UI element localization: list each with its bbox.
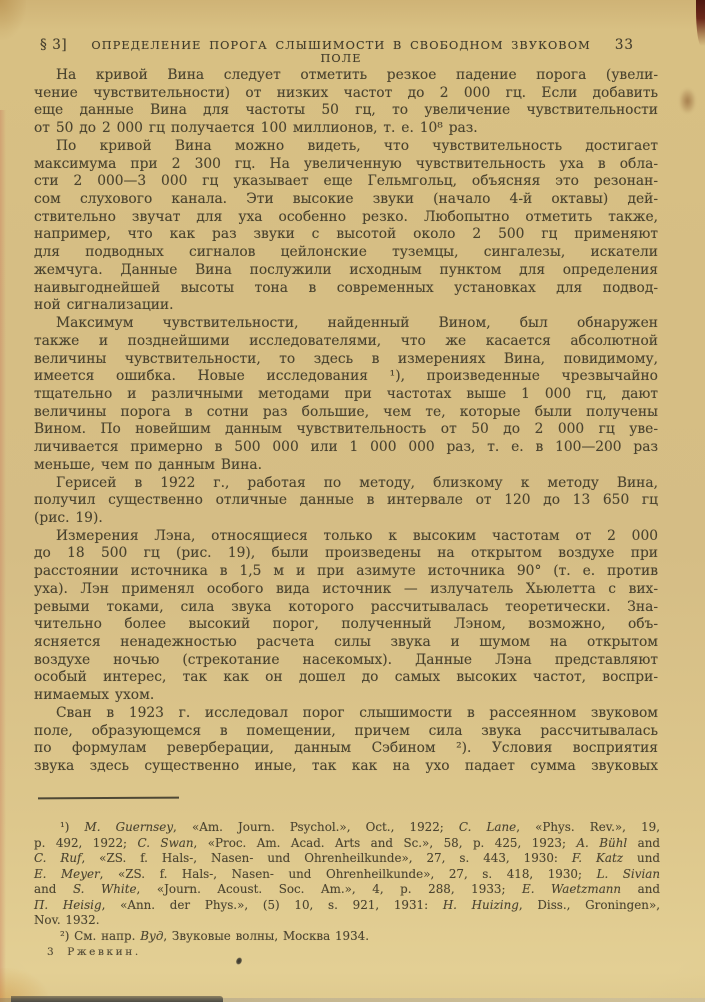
- printer-signature-mark: 3 Ржевкин.: [47, 946, 141, 958]
- text-line: имеется ошибка. Новые исследования ¹), произведенные чрезвычайно: [34, 368, 658, 385]
- text-line: уха). Лэн применял особого вида источник — излучатель Хьюлетта с вих-: [34, 580, 658, 597]
- text-line: величины порога в сотни раз большие, чем те, которые были получены: [34, 403, 658, 420]
- text-line: поле, образующемся в помещении, причем сила звука рассчитывалась: [34, 722, 658, 739]
- text-line: особый интерес, так как он дошел до самых высоких частот, воспри-: [34, 669, 658, 686]
- footnote-line: E. Meyer, «ZS. f. Hals-, Nasen- und Ohrenheilkunde», 27, s. 418, 1930; L. Sivian: [34, 866, 661, 881]
- ink-speck: [235, 956, 244, 966]
- footnote-line: and S. White, «Journ. Acoust. Soc. Am.», 4, p. 288, 1933; E. Waetzmann and: [34, 882, 661, 897]
- text-line: сти 2 000—3 000 гц указывает еще Гельмгольц, объясняя это резонан-: [34, 173, 658, 190]
- text-line: до 18 500 гц (рис. 19), были произведены на открытом воздухе при: [34, 545, 658, 562]
- text-line: нимаемых ухом.: [34, 687, 155, 704]
- text-line: ной сигнализации.: [34, 297, 174, 314]
- running-title: ОПРЕДЕЛЕНИЕ ПОРОГА СЛЫШИМОСТИ В СВОБОДНОМ ЗВУКОВОМ ПОЛЕ: [91, 39, 591, 65]
- footnote-divider: [38, 797, 179, 799]
- footnote-line: p. 492, 1922; C. Swan, «Proc. Am. Acad. Arts and Sc.», 58, p. 425, 1923; A. Bühl and: [34, 835, 660, 850]
- text-line: также и позднейшими исследователями, что же касается абсолютной: [34, 332, 658, 349]
- binding-edge-tint: [0, 110, 6, 1002]
- page-edge-stain: [696, 0, 705, 46]
- footnote-line: П. Heisig, «Ann. der Phys.», (5) 10, s. 921, 1931: H. Huizing, Diss., Groningen»,: [34, 897, 660, 912]
- text-line: сом слухового канала. Эти высокие звуки (начало 4-й октавы) дей-: [34, 191, 658, 208]
- body-text-column: [34, 67, 658, 776]
- section-label: § 3]: [40, 37, 68, 53]
- text-line: Сван в 1923 г. исследовал порог слышимости в рассеянном звуковом: [56, 704, 658, 721]
- text-line: чительно более высокий порог, полученный Лэном, возможно, объ-: [34, 616, 658, 633]
- footnote-line: ¹) M. Guernsey, «Am. Journ. Psychol.», Oct., 1922; C. Lane, «Phys. Rev.», 19,: [60, 820, 660, 834]
- text-line: чение чувствительности) от низких частот до 2 000 гц. Если добавить: [34, 84, 658, 101]
- text-line: звука здесь существенно иные, так как на ухо падает сумма звуковых: [34, 758, 658, 775]
- scan-corner-shadow: [0, 0, 26, 40]
- text-line: максимума при 2 300 гц. На увеличенную чувствительность уха в обла-: [34, 155, 658, 172]
- text-line: тщательно и различными методами при частотах выше 1 000 гц, дают: [34, 385, 658, 402]
- text-line: ясняется ненадежностью расчета силы звука и шумом на открытом: [34, 634, 658, 650]
- text-line: личивается примерно в 500 000 или 1 000 000 раз, т. е. в 100—200 раз: [34, 439, 658, 456]
- text-line: расстоянии источника в 1,5 м и при азимуте источника 90° (т. е. против: [34, 563, 658, 580]
- text-line: На кривой Вина следует отметить резкое падение порога (увели-: [56, 67, 658, 83]
- footnote-line: C. Ruf, «ZS. f. Hals-, Nasen- und Ohrenheilkunde», 27, s. 443, 1930: F. Katz und: [34, 851, 660, 866]
- text-line: воздухе ночью (стрекотание насекомых). Данные Лэна представляют: [34, 651, 658, 668]
- text-line: (рис. 19).: [34, 509, 103, 526]
- text-line: по формулам реверберации, данным Сэбином ²). Условия восприятия: [34, 740, 658, 757]
- text-line: величины чувствительности, то здесь в измерениях Вина, повидимому,: [34, 350, 658, 367]
- text-line: ствительно звучат для уха особенно резко. Любопытно отметить также,: [34, 208, 658, 225]
- page-number: 33: [614, 37, 634, 53]
- footnotes-block: [34, 820, 660, 944]
- text-line: Вином. По новейшим данным чувствительность от 50 до 2 000 гц уве-: [34, 421, 658, 438]
- text-line: получил существенно отличные данные в интервале от 120 до 13 650 гц: [34, 492, 658, 509]
- text-line: жемчуга. Данные Вина послужили исходным пунктом для определения: [34, 261, 658, 278]
- text-line: наивыгоднейшей высоты тона в современных установках для подвод-: [34, 279, 658, 296]
- text-line: еще данные Вина для частоты 50 гц, то увеличение чувствительности: [34, 102, 658, 119]
- text-line: от 50 до 2 000 гц получается 100 миллионов, т. е. 10⁸ раз.: [34, 120, 478, 137]
- text-line: Измерения Лэна, относящиеся только к высоким частотам от 2 000: [56, 527, 658, 544]
- text-line: По кривой Вина можно видеть, что чувствительность достигает: [56, 137, 658, 154]
- text-line: для подводных сигналов цейлонские туземцы, сингалезы, искатели: [34, 244, 658, 261]
- paper-blotch: [679, 88, 696, 114]
- text-line: Герисей в 1922 г., работая по методу, близкому к методу Вина,: [56, 474, 658, 491]
- footnote-line: ²) См. напр. Вуд, Звуковые волны, Москва 1934.: [60, 928, 369, 943]
- text-line: например, что как раз звуки с высотой около 2 500 гц применяют: [34, 226, 658, 243]
- running-header: [34, 37, 660, 65]
- text-line: ревыми токами, сила звука которого рассчитывалась теоретически. Зна-: [34, 598, 658, 615]
- text-line: меньше, чем по данным Вина.: [34, 456, 263, 473]
- text-line: Максимум чувствительности, найденный Вином, был обнаружен: [56, 315, 658, 332]
- scan-bottom-edge-dark: [11, 996, 223, 1002]
- footnote-line: Nov. 1932.: [34, 913, 100, 928]
